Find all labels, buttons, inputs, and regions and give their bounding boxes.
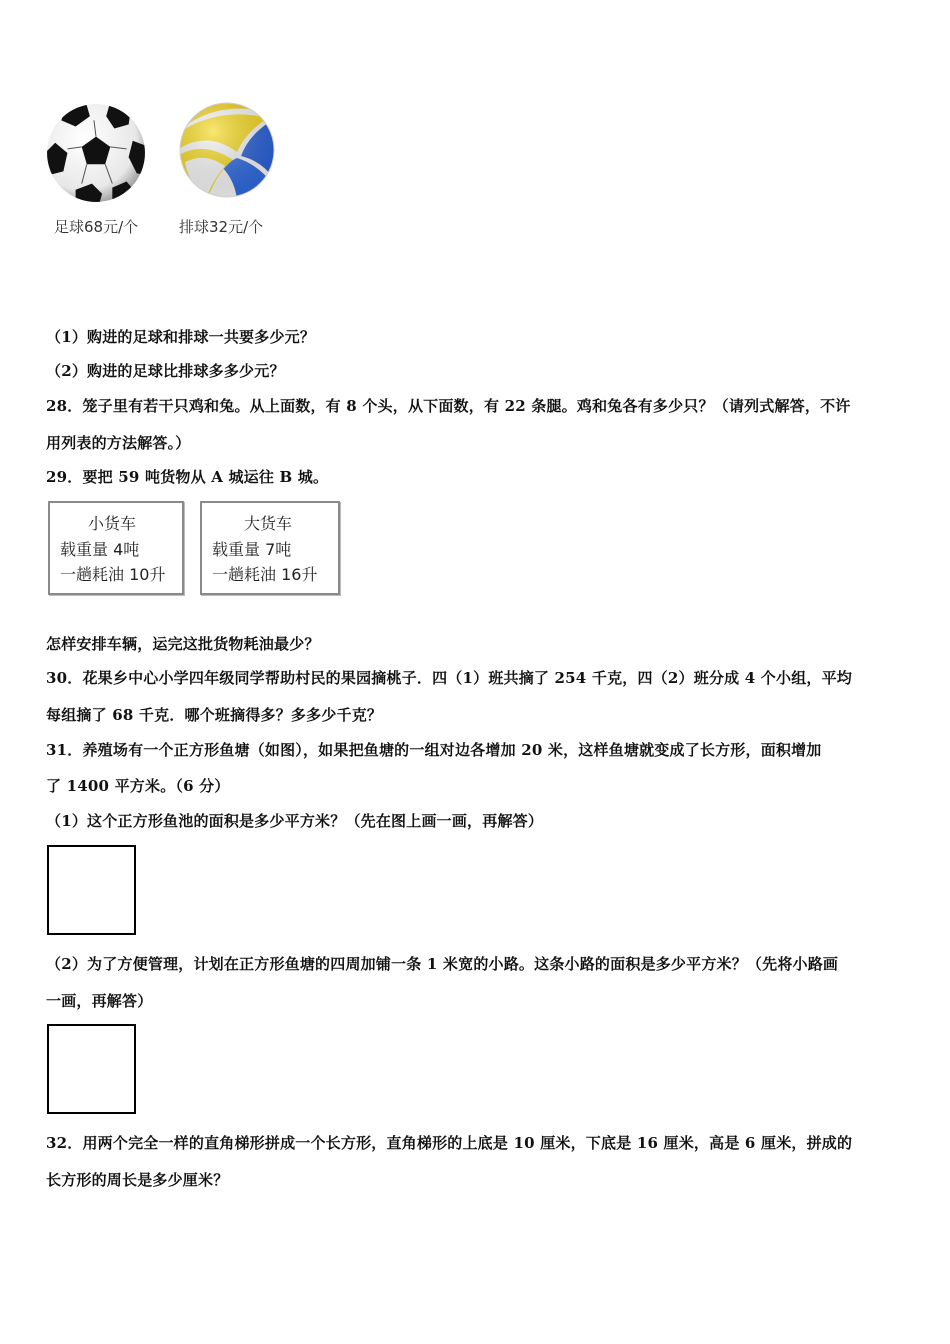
q27-sub2: （2）购进的足球比排球多多少元？: [46, 362, 285, 380]
q31-sub1: （1）这个正方形鱼池的面积是多少平方米？（先在图上画一画，再解答）: [46, 812, 544, 830]
large-truck-title: 大货车: [244, 514, 293, 533]
small-truck-fuel: 一趟耗油 10升: [60, 565, 166, 584]
volleyball-icon: [177, 100, 277, 200]
fish-pond-square-1: [47, 845, 136, 935]
soccer-price-caption: 足球68元/个: [54, 218, 139, 236]
small-truck-title: 小货车: [88, 514, 137, 533]
q31-sub2-line1: （2）为了方便管理，计划在正方形鱼塘的四周加铺一条 1 米宽的小路。这条小路的面积是多少平方米？（先将小路画: [46, 955, 839, 973]
soccer-ball-graphic: [45, 102, 147, 204]
q31-sub2-line2: 一画，再解答）: [46, 992, 153, 1010]
q32-line1: 32．用两个完全一样的直角梯形拼成一个长方形，直角梯形的上底是 10 厘米，下底是 16 厘米，高是 6 厘米，拼成的: [46, 1134, 853, 1152]
q32-line2: 长方形的周长是多少厘米？: [46, 1171, 229, 1189]
q29-line1: 29．要把 59 吨货物从 A 城运往 B 城。: [46, 468, 329, 486]
q28-line2: 用列表的方法解答。）: [46, 434, 191, 452]
small-truck-card: [48, 501, 184, 595]
q28-line1: 28．笼子里有若干只鸡和兔。从上面数，有 8 个头，从下面数，有 22 条腿。鸡和兔各有多少只？（请列式解答，不许: [46, 397, 851, 415]
large-truck-card: [200, 501, 340, 595]
volleyball-graphic: [177, 100, 277, 200]
q31-line2: 了 1400 平方米。（6 分）: [46, 777, 230, 795]
large-truck-load: 载重量 7吨: [212, 540, 292, 559]
q31-line1: 31．养殖场有一个正方形鱼塘（如图），如果把鱼塘的一组对边各增加 20 米，这样鱼塘就变成了长方形，面积增加: [46, 741, 822, 759]
large-truck-fuel: 一趟耗油 16升: [212, 565, 318, 584]
fish-pond-square-2: [47, 1024, 136, 1114]
q30-line1: 30．花果乡中心小学四年级同学帮助村民的果园摘桃子．四（1）班共摘了 254 千克，四（2）班分成 4 个小组，平均: [46, 669, 852, 687]
soccer-ball-icon: [45, 102, 147, 204]
volleyball-price-caption: 排球32元/个: [179, 218, 264, 236]
small-truck-load: 载重量 4吨: [60, 540, 140, 559]
q29-question: 怎样安排车辆，运完这批货物耗油最少？: [46, 635, 320, 653]
q27-sub1: （1）购进的足球和排球一共要多少元？: [46, 328, 316, 346]
q30-line2: 每组摘了 68 千克．哪个班摘得多？多多少千克？: [46, 706, 383, 724]
